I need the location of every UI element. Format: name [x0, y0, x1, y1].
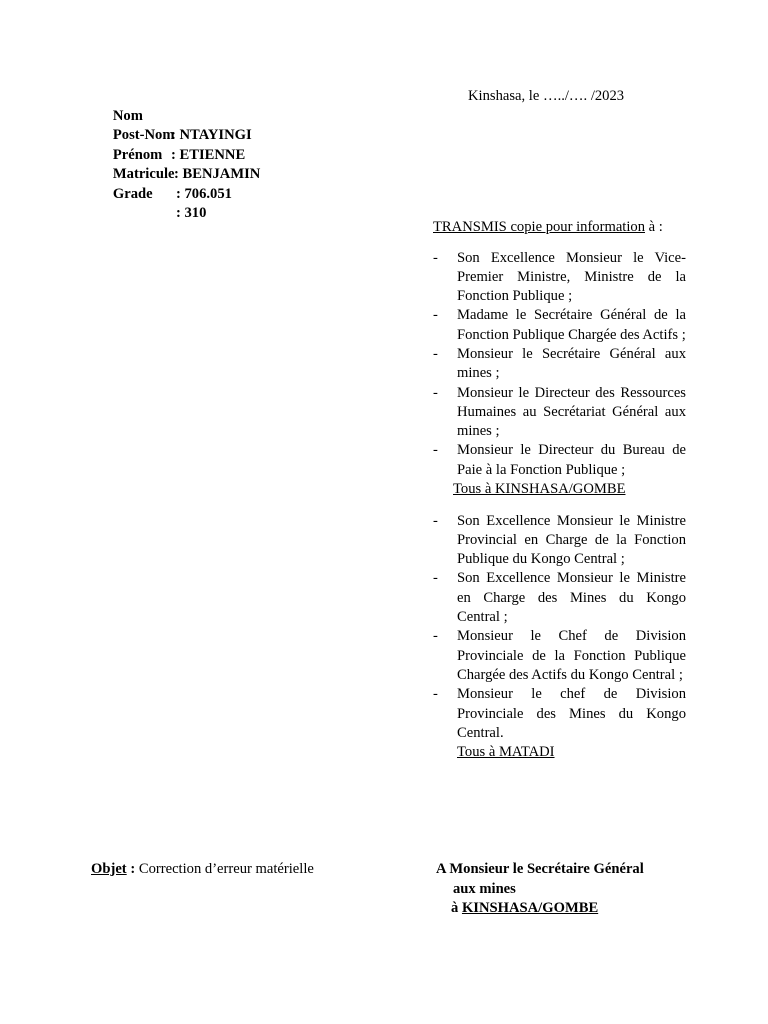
- recipient-text: Monsieur le Secrétaire Général aux mines ;: [457, 345, 686, 382]
- dash-bullet: -: [433, 307, 438, 324]
- group-footer-matadi: Tous à MATADI: [457, 744, 555, 761]
- subject-line: [91, 860, 314, 880]
- addressee-line-3-prefix: à: [451, 900, 462, 916]
- recipient-item: [433, 441, 686, 480]
- recipient-text: Son Excellence Monsieur le Vice-Premier Ministre, Ministre de la Fonction Publique ;: [457, 249, 686, 305]
- identity-value: : NTAYINGI: [171, 127, 252, 143]
- identity-label: Matricule: [112, 166, 175, 182]
- subject-text: Correction d’erreur matérielle: [135, 861, 314, 877]
- dash-bullet: -: [433, 628, 438, 645]
- addressee-line-3: [436, 899, 644, 919]
- recipient-item: [433, 569, 686, 627]
- recipient-item: [433, 384, 686, 442]
- dash-bullet: -: [433, 384, 438, 401]
- dash-bullet: -: [433, 512, 438, 529]
- identity-value: : 706.051: [176, 185, 232, 202]
- dash-bullet: -: [433, 345, 438, 362]
- dash-bullet: -: [433, 570, 438, 587]
- recipient-text: Monsieur le Directeur des Ressources Humaines au Secrétariat Général aux mines ;: [457, 384, 686, 440]
- dash-bullet: -: [433, 442, 438, 459]
- recipients-group-matadi: [433, 512, 686, 763]
- recipient-item: [433, 685, 686, 743]
- subject-label: Objet: [91, 861, 127, 877]
- recipients-group-kinshasa: [433, 249, 686, 500]
- addressee-line-1: A Monsieur le Secrétaire Général: [436, 861, 644, 877]
- dash-bullet: -: [433, 686, 438, 703]
- recipient-text: Monsieur le Chef de Division Provinciale de la Fonction Publique Chargée des Actifs du Kongo Central ;: [457, 628, 686, 683]
- identity-label: Grade: [112, 185, 153, 202]
- identity-value: : BENJAMIN: [174, 166, 261, 182]
- group-spacer: [433, 500, 686, 512]
- recipient-text: Monsieur le chef de Division Provinciale des Mines du Kongo Central.: [457, 686, 686, 741]
- recipient-item: [433, 512, 686, 570]
- identity-value: : 310: [176, 205, 207, 221]
- transmis-title-underlined: TRANSMIS copie pour information: [433, 219, 645, 235]
- identity-label: Nom: [112, 107, 143, 124]
- subject-colon: :: [126, 861, 136, 877]
- recipient-text: Madame le Secrétaire Général de la Fonction Publique Chargée des Actifs ;: [457, 307, 686, 343]
- recipient-item: [433, 306, 686, 345]
- recipient-item: [433, 627, 686, 685]
- recipient-text: Son Excellence Monsieur le Ministre Provincial en Charge de la Fonction Publique du Kongo Central ;: [457, 512, 686, 568]
- transmis-title: [433, 218, 686, 238]
- transmis-title-suffix: à :: [645, 219, 663, 235]
- recipient-item: [433, 249, 686, 307]
- place-date: Kinshasa, le …../…. /2023: [468, 88, 625, 104]
- transmis-block: [433, 218, 686, 763]
- recipient-text: Monsieur le Directeur du Bureau de Paie à la Fonction Publique ;: [457, 442, 686, 478]
- addressee-city: KINSHASA/GOMBE: [461, 900, 599, 916]
- recipient-item: [433, 345, 686, 384]
- identity-label: Prénom: [112, 146, 163, 163]
- identity-block: [91, 87, 261, 221]
- addressee-line-2: aux mines: [453, 880, 516, 897]
- identity-label: Post-Nom: [112, 127, 175, 143]
- identity-value: : ETIENNE: [171, 146, 246, 163]
- recipient-text: Son Excellence Monsieur le Ministre en Charge des Mines du Kongo Central ;: [457, 570, 686, 626]
- addressee-block: [436, 860, 644, 919]
- dash-bullet: -: [433, 249, 438, 266]
- group-footer-kinshasa: Tous à KINSHASA/GOMBE: [453, 481, 626, 498]
